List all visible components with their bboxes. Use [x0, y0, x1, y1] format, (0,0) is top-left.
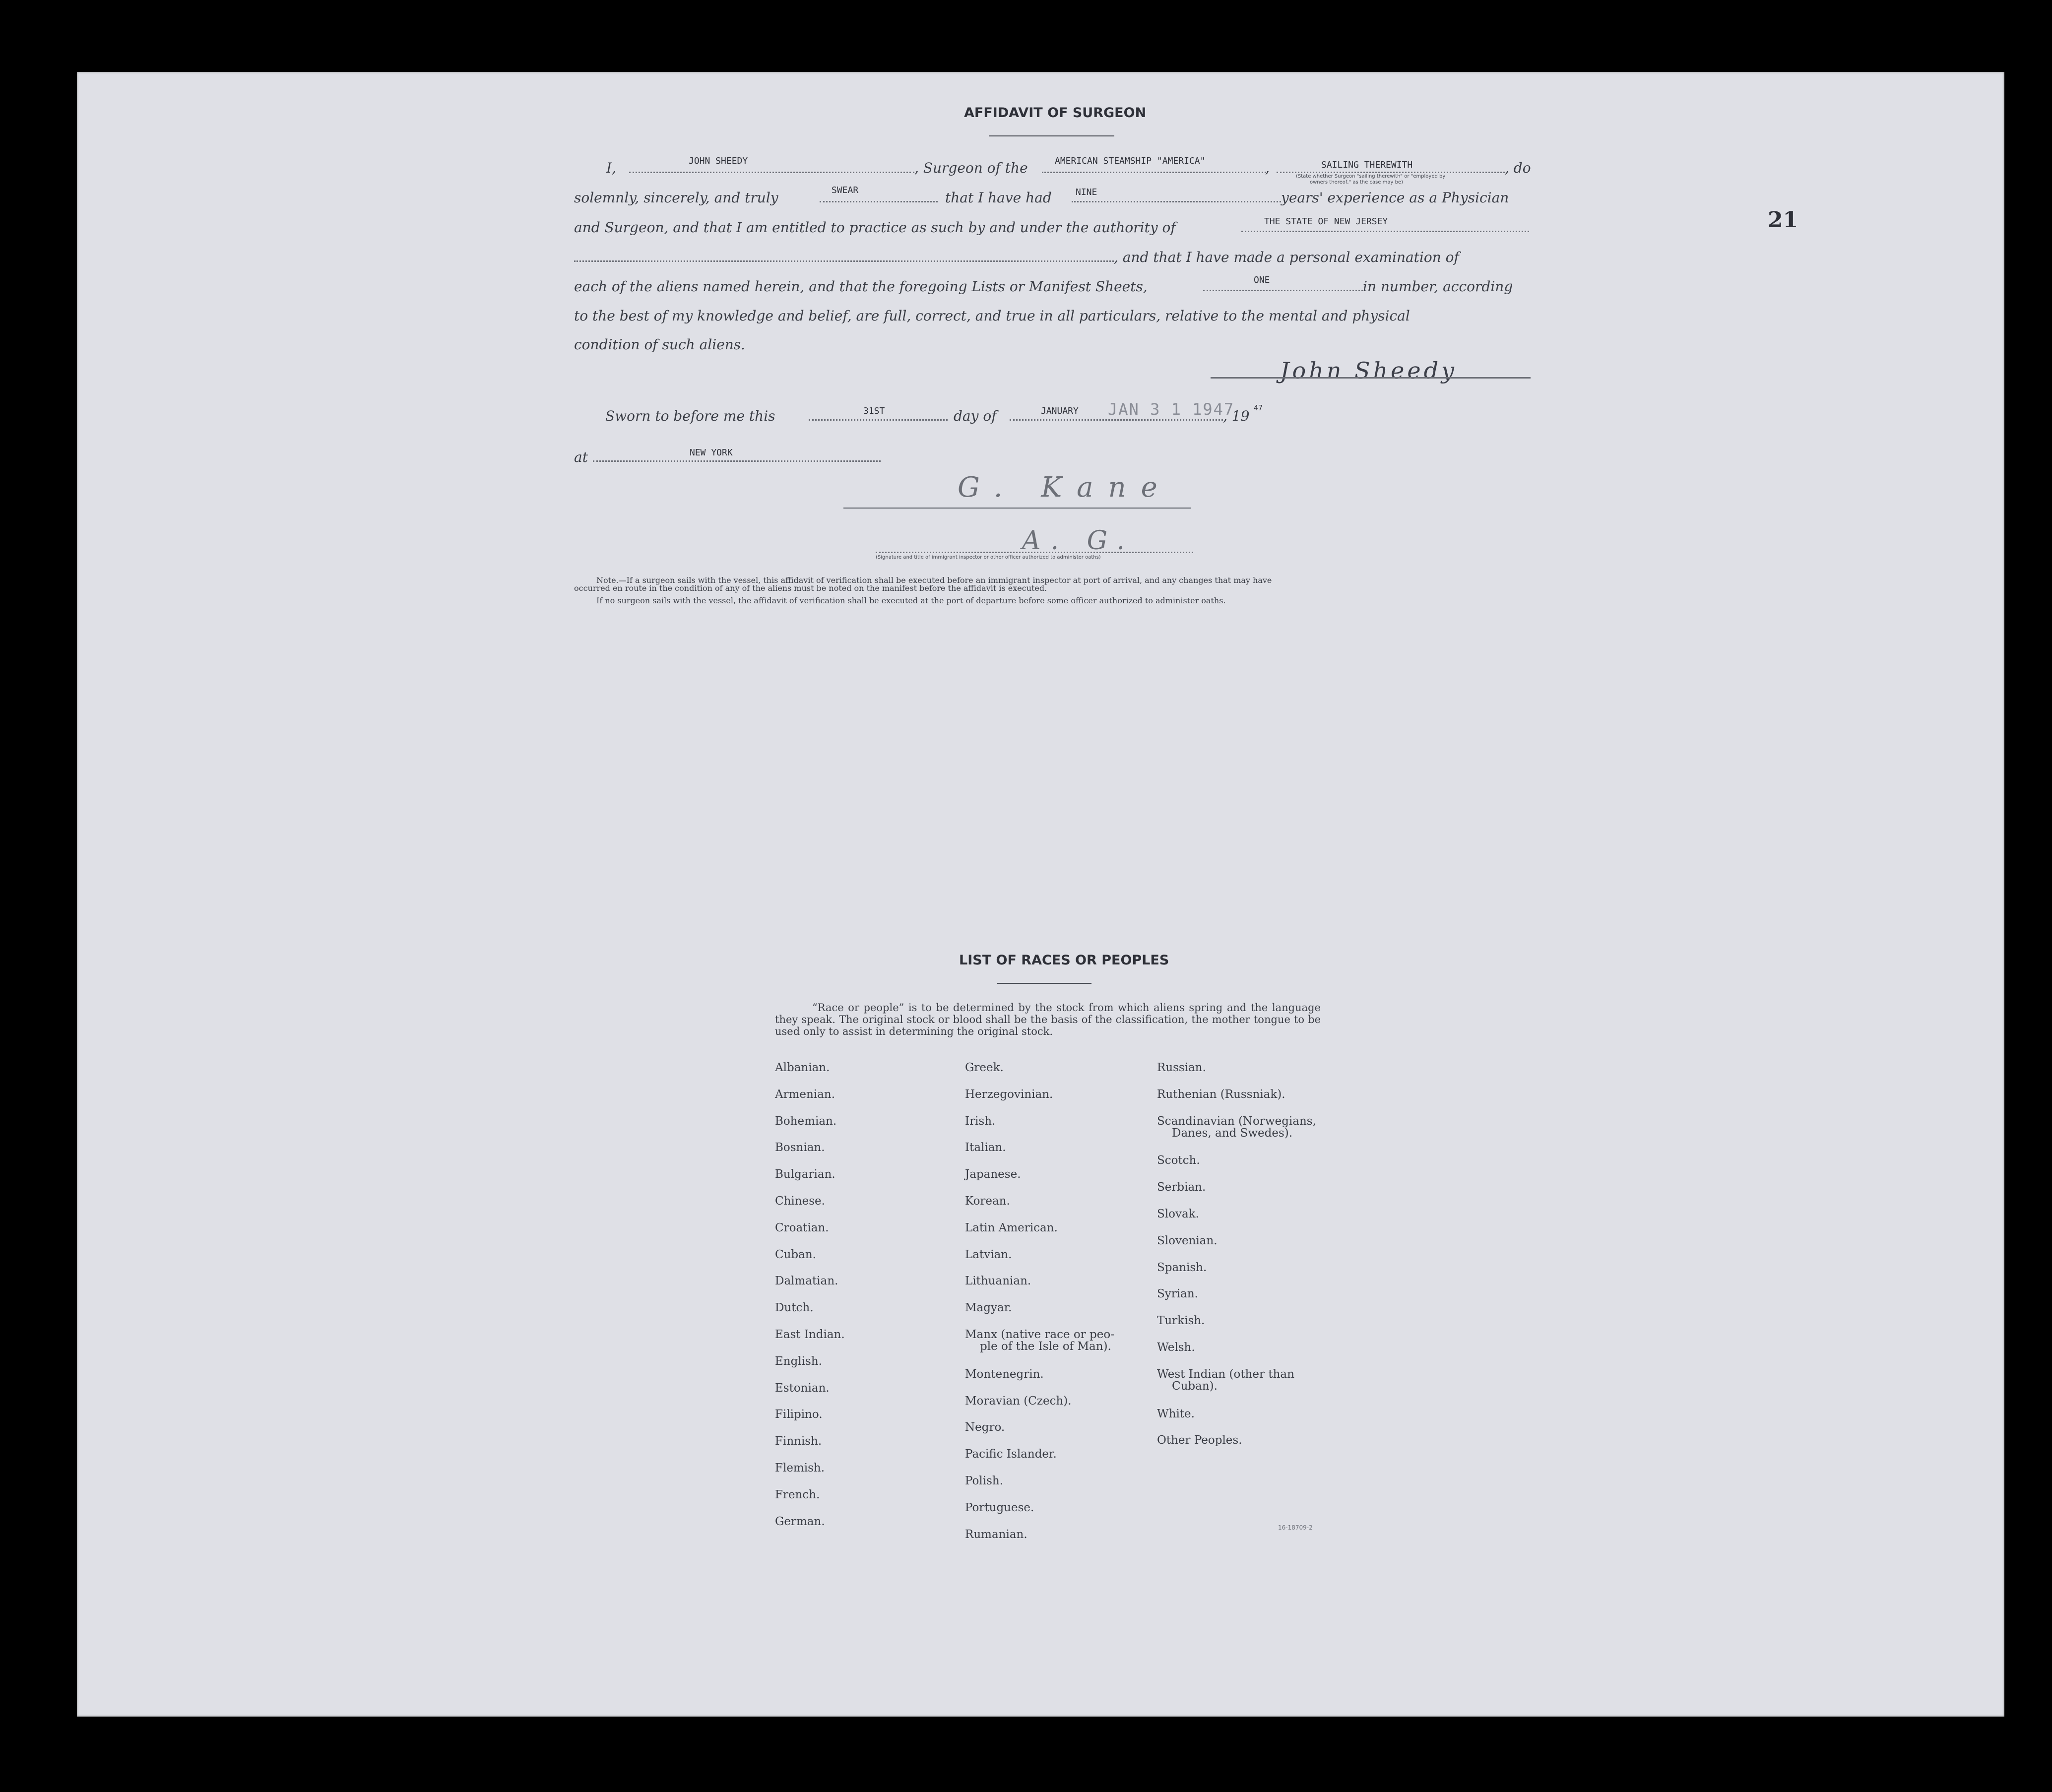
- race-item: English.: [775, 1354, 822, 1368]
- affidavit-text: that I have had: [945, 190, 1052, 206]
- race-item: Manx (native race or peo- ple of the Isle of Man).: [965, 1328, 1114, 1353]
- officer-signature-line: [843, 508, 1191, 509]
- affidavit-text: , 19: [1223, 408, 1250, 424]
- race-item: French.: [775, 1488, 820, 1501]
- race-item: Scotch.: [1157, 1154, 1200, 1167]
- race-item: Bulgarian.: [775, 1168, 835, 1181]
- race-item: Syrian.: [1157, 1287, 1198, 1301]
- race-item: Chinese.: [775, 1195, 825, 1208]
- race-item: Dutch.: [775, 1301, 814, 1315]
- races-intro: “Race or people” is to be determined by the stock from which aliens spring and the language they speak. The original stock or blood shall be the basis of the classification, the mother tongue to be used only to assist in determining the original stock.: [775, 1002, 1321, 1037]
- affidavit-text: each of the aliens named herein, and that the foregoing Lists or Manifest Sheets,: [574, 278, 1148, 295]
- race-item: Negro.: [965, 1421, 1005, 1434]
- race-item: Slovenian.: [1157, 1234, 1218, 1247]
- oath-field: SWEAR: [832, 185, 859, 195]
- race-item: Estonian.: [775, 1381, 830, 1395]
- page-number: 21: [1768, 207, 1798, 233]
- affidavit-text: in number, according: [1363, 278, 1513, 295]
- race-item: Ruthenian (Russniak).: [1157, 1088, 1285, 1101]
- authority-field: THE STATE OF NEW JERSEY: [1264, 216, 1388, 227]
- race-item: Spanish.: [1157, 1261, 1207, 1274]
- title-underline: [989, 135, 1114, 136]
- surgeon-signature: John Sheedy: [1280, 357, 1458, 384]
- field-underline: [1042, 172, 1266, 173]
- race-item: Herzegovinian.: [965, 1088, 1053, 1101]
- race-item: Montenegrin.: [965, 1367, 1044, 1381]
- race-item: Italian.: [965, 1141, 1006, 1154]
- race-item: Korean.: [965, 1195, 1010, 1208]
- form-number: 16-18709-2: [1278, 1524, 1313, 1531]
- date-stamp: JAN 3 1 1947: [1108, 400, 1235, 419]
- race-item: Magyar.: [965, 1301, 1012, 1315]
- races-title: LIST OF RACES OR PEOPLES: [959, 953, 1169, 968]
- sworn-month-field: JANUARY: [1041, 406, 1079, 416]
- surgeon-name-field: JOHN SHEEDY: [689, 156, 748, 166]
- affidavit-title: AFFIDAVIT OF SURGEON: [964, 105, 1147, 121]
- race-item: German.: [775, 1515, 825, 1528]
- affidavit-note: Note.—If a surgeon sails with the vessel, this affidavit of verification shall be executed before an immigrant inspector at port of arrival, and any changes that may have: [596, 576, 1272, 585]
- field-underline: [574, 260, 1114, 262]
- affidavit-text: , Surgeon of the: [914, 160, 1028, 176]
- affidavit-text: I,: [606, 160, 616, 176]
- years-field: NINE: [1076, 187, 1097, 197]
- field-underline: [593, 460, 881, 462]
- race-item: Albanian.: [775, 1061, 830, 1074]
- race-item: Scandinavian (Norwegians, Danes, and Swedes).: [1157, 1114, 1316, 1140]
- race-item: Turkish.: [1157, 1314, 1205, 1328]
- officer-signature: G. Kane: [958, 471, 1172, 504]
- field-underline: [629, 172, 914, 173]
- field-underline: [1277, 172, 1505, 173]
- race-item: Finnish.: [775, 1435, 822, 1448]
- race-item: Japanese.: [965, 1168, 1021, 1181]
- race-item: Lithuanian.: [965, 1275, 1031, 1288]
- affidavit-text: , and that I have made a personal examination of: [1114, 249, 1459, 265]
- race-item: Irish.: [965, 1114, 996, 1128]
- sailing-status-field: SAILING THEREWITH: [1321, 160, 1413, 170]
- race-item: Croatian.: [775, 1221, 829, 1234]
- race-item: Latvian.: [965, 1248, 1012, 1261]
- sailing-hint: (State whether Surgeon "sailing therewith" or "employed by: [1296, 174, 1446, 179]
- place-field: NEW YORK: [690, 448, 733, 458]
- affidavit-text: at: [574, 449, 588, 465]
- field-underline: [1010, 419, 1223, 421]
- race-item: Flemish.: [775, 1462, 825, 1474]
- race-item: Greek.: [965, 1061, 1004, 1074]
- officer-initials: A. G.: [1022, 526, 1135, 556]
- race-item: Bosnian.: [775, 1141, 825, 1154]
- race-item: Cuban.: [775, 1248, 816, 1261]
- signature-underline: [1211, 377, 1531, 379]
- affidavit-text: condition of such aliens.: [574, 336, 746, 353]
- race-item: Dalmatian.: [775, 1275, 838, 1288]
- affidavit-note: If no surgeon sails with the vessel, the affidavit of verification shall be executed at the port of departure before some officer authorized to administer oaths.: [596, 596, 1226, 605]
- field-underline: [1241, 231, 1529, 232]
- race-item: Rumanian.: [965, 1528, 1027, 1541]
- race-item: Welsh.: [1157, 1341, 1195, 1354]
- affidavit-text: day of: [954, 408, 997, 424]
- race-item: Pacific Islander.: [965, 1448, 1057, 1461]
- field-underline: [820, 201, 938, 202]
- officer-title-line: [876, 552, 1193, 553]
- race-item: Serbian.: [1157, 1181, 1206, 1194]
- race-item: Bohemian.: [775, 1114, 837, 1128]
- races-title-underline: [997, 983, 1091, 984]
- race-item: Portuguese.: [965, 1501, 1034, 1514]
- affidavit-text: years' experience as a Physician: [1281, 190, 1509, 206]
- officer-caption: (Signature and title of immigrant inspector or other officer authorized to administer oaths): [876, 555, 1101, 560]
- race-item: Armenian.: [775, 1088, 835, 1101]
- field-underline: [1203, 290, 1363, 291]
- sworn-day-field: 31ST: [863, 406, 885, 416]
- race-item: Latin American.: [965, 1221, 1058, 1234]
- affidavit-text: to the best of my knowledge and belief, are full, correct, and true in all particulars, relative to the mental and physical: [574, 308, 1410, 324]
- affidavit-text: solemnly, sincerely, and truly: [574, 190, 778, 206]
- race-item: West Indian (other than Cuban).: [1157, 1367, 1294, 1393]
- race-item: East Indian.: [775, 1328, 845, 1341]
- affidavit-text: ,: [1265, 160, 1270, 176]
- affidavit-text: Sworn to before me this: [605, 408, 775, 424]
- affidavit-text: , do: [1505, 160, 1531, 176]
- field-underline: [809, 419, 948, 421]
- race-item: White.: [1157, 1407, 1195, 1420]
- race-item: Polish.: [965, 1474, 1004, 1487]
- race-item: Slovak.: [1157, 1208, 1199, 1220]
- field-underline: [1072, 201, 1281, 202]
- sheets-field: ONE: [1254, 275, 1270, 285]
- affidavit-note: occurred en route in the condition of any of the aliens must be noted on the manifest before the affidavit is executed.: [574, 583, 1047, 593]
- sworn-year-field: 47: [1254, 403, 1263, 412]
- race-item: Moravian (Czech).: [965, 1394, 1072, 1408]
- vessel-field: AMERICAN STEAMSHIP "AMERICA": [1055, 156, 1206, 166]
- sailing-hint: owners thereof," as the case may be): [1310, 180, 1403, 185]
- race-item: Filipino.: [775, 1408, 823, 1421]
- race-item: Other Peoples.: [1157, 1434, 1242, 1447]
- race-item: Russian.: [1157, 1061, 1206, 1074]
- affidavit-text: and Surgeon, and that I am entitled to practice as such by and under the authority of: [574, 219, 1176, 236]
